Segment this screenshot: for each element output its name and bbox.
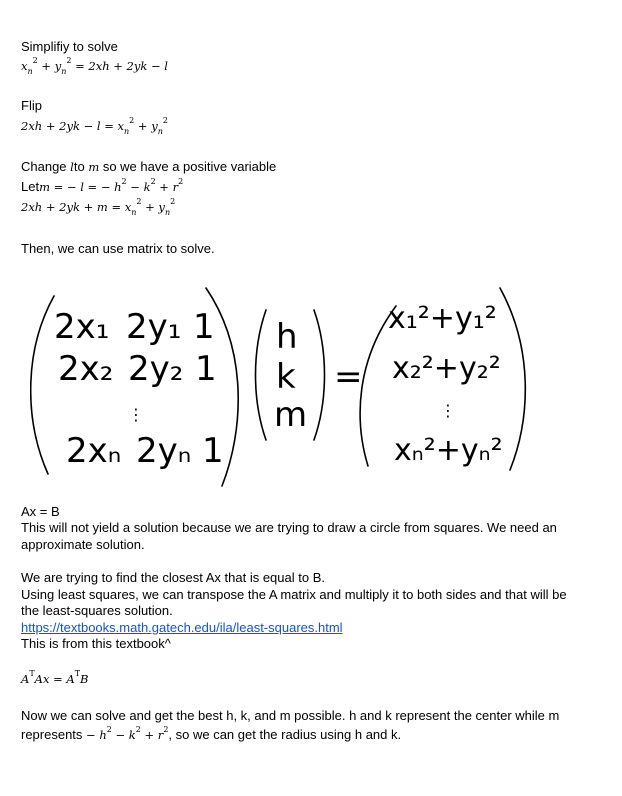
matrix-equation-figure: [30, 280, 530, 490]
equation-with-m: $2xh + 2yk + m = x_n^2 + y_n^2$: [21, 197, 176, 217]
matrix-a-r2c3: 1: [195, 349, 217, 389]
matrix-a-r2c1: 2x₂: [58, 349, 114, 389]
equation-let-m: Letm = − l = − $h^2 - k^2 + r^2$: [21, 177, 184, 194]
matrix-a-r3c2: 2yₙ: [136, 431, 192, 471]
final-line-1: Now we can solve and get the best h, k, and m possible. h and k represent the center while m: [21, 708, 560, 723]
eq-ax-b: Ax = B: [21, 504, 60, 519]
textbook-link[interactable]: https://textbooks.math.gatech.edu/ila/least-squares.html: [21, 620, 343, 635]
normal-equation: $A^TAx = A^TB$: [21, 669, 89, 686]
vector-k: k: [276, 357, 296, 397]
matrix-a-r2c2: 2y₂: [128, 349, 184, 389]
matrix-a-r1c1: 2x₁: [54, 307, 110, 347]
vector-b-r1: x₁²+y₁²: [388, 301, 497, 336]
equals-sign: =: [334, 357, 363, 397]
vector-x-close-bracket: [314, 310, 325, 440]
no-solution-line-2: approximate solution.: [21, 537, 145, 552]
matrix-a-vdots: ⋮: [128, 405, 144, 424]
final-line-2: represents − $h^2 - k^2 + r^2$, so we can get the radius using h and k.: [21, 725, 402, 742]
closest-text: We are trying to find the closest Ax that is equal to B.: [21, 570, 325, 585]
least-squares-line-1: Using least squares, we can transpose the A matrix and multiply it to both sides and that will be: [21, 587, 567, 602]
vector-b-vdots: ⋮: [440, 401, 456, 420]
vector-b-close-bracket: [500, 288, 525, 470]
no-solution-line-1: This will not yield a solution because we are trying to draw a circle from squares. We need an: [21, 520, 557, 535]
vector-h: h: [276, 317, 298, 357]
matrix-a-r1c3: 1: [193, 307, 215, 347]
step4-text: Then, we can use matrix to solve.: [21, 241, 215, 256]
matrix-a-r3c1: 2xₙ: [66, 431, 122, 471]
vector-x-open-bracket: [256, 310, 267, 440]
equation-simplified: $x_n^2 + y_n^2 = 2xh + 2yk - l$: [21, 56, 168, 76]
step1-heading: Simplifiy to solve: [21, 39, 118, 54]
source-text: This is from this textbook^: [21, 636, 171, 651]
matrix-a-r3c3: 1: [202, 431, 224, 471]
left-matrix-open-bracket: [31, 296, 54, 474]
vector-m: m: [274, 395, 308, 435]
equation-flipped: $2xh + 2yk - l = x_n^2 + y_n^2$: [21, 116, 168, 136]
step2-heading: Flip: [21, 98, 42, 113]
vector-b-r3: xₙ²+yₙ²: [394, 433, 503, 468]
step3-heading: Change lto m so we have a positive variable: [21, 159, 277, 174]
matrix-a-r1c2: 2y₁: [126, 307, 182, 347]
least-squares-line-2: the least-squares solution.: [21, 603, 173, 618]
vector-b-r2: x₂²+y₂²: [392, 351, 501, 386]
